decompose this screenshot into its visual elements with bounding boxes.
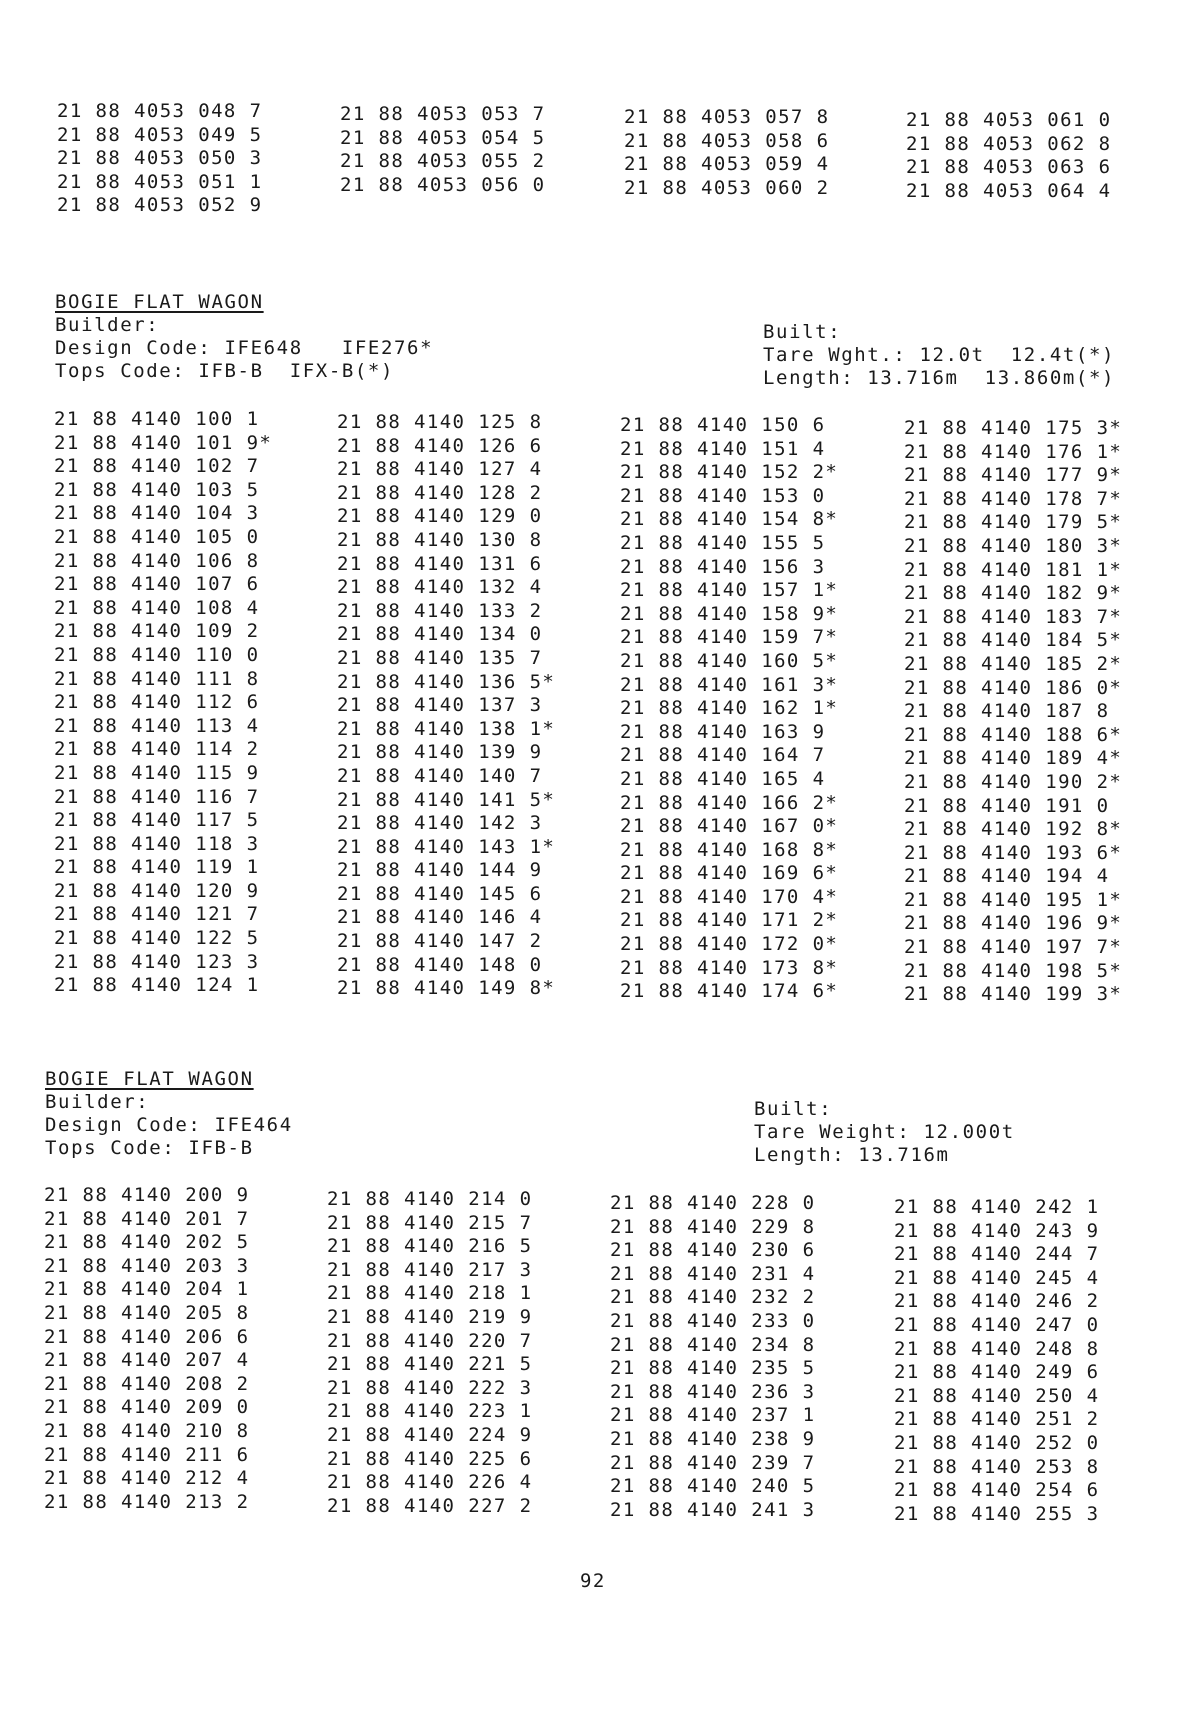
wagon-number: 21 88 4140 182 9* — [904, 582, 1123, 605]
wagon-number: 21 88 4140 107 6 — [54, 573, 260, 596]
wagon-number: 21 88 4140 112 6 — [54, 691, 260, 714]
wagon-number: 21 88 4140 239 7 — [610, 1451, 816, 1474]
wagon-number: 21 88 4140 251 2 — [894, 1408, 1100, 1431]
wagon-number: 21 88 4140 161 3* — [620, 673, 839, 696]
section-1-tare-weight: Tare Wght.: 12.0t 12.4t(*) — [763, 344, 1116, 366]
wagon-number: 21 88 4053 063 6 — [906, 156, 1112, 179]
wagon-number: 21 88 4053 057 8 — [624, 106, 830, 128]
wagon-number: 21 88 4140 110 0 — [54, 643, 260, 666]
wagon-number: 21 88 4140 159 7* — [620, 626, 839, 649]
wagon-number: 21 88 4140 246 2 — [894, 1290, 1100, 1313]
wagon-number: 21 88 4140 156 3 — [620, 555, 826, 578]
section-1-built: Built: — [763, 321, 842, 343]
wagon-number: 21 88 4140 154 8* — [620, 508, 839, 531]
wagon-number: 21 88 4140 241 3 — [610, 1498, 816, 1521]
wagon-number: 21 88 4140 249 6 — [894, 1361, 1100, 1384]
wagon-number: 21 88 4140 189 4* — [904, 747, 1123, 770]
wagon-number: 21 88 4140 253 8 — [894, 1455, 1100, 1478]
wagon-number: 21 88 4053 058 6 — [624, 129, 830, 152]
wagon-number: 21 88 4140 137 3 — [337, 694, 543, 717]
wagon-number: 21 88 4053 056 0 — [340, 173, 546, 196]
wagon-number: 21 88 4140 125 8 — [337, 411, 543, 433]
section-2-design-code: Design Code: IFE464 — [45, 1114, 293, 1136]
section-1-tops-code: Tops Code: IFB-B IFX-B(*) — [55, 360, 395, 382]
wagon-number: 21 88 4140 173 8* — [620, 956, 839, 979]
wagon-number: 21 88 4140 104 3 — [54, 502, 260, 525]
section-2-column-3 — [610, 1192, 815, 1522]
wagon-number: 21 88 4140 140 7 — [337, 764, 543, 787]
wagon-number: 21 88 4140 196 9* — [904, 912, 1123, 935]
wagon-number: 21 88 4140 143 1* — [337, 835, 556, 858]
wagon-number: 21 88 4140 219 9 — [327, 1305, 533, 1328]
wagon-number: 21 88 4140 224 9 — [327, 1423, 533, 1446]
top-list-column-4 — [906, 109, 1111, 203]
wagon-number: 21 88 4140 127 4 — [337, 458, 543, 481]
wagon-number: 21 88 4140 124 1 — [54, 974, 260, 997]
wagon-number: 21 88 4140 230 6 — [610, 1239, 816, 1262]
wagon-number: 21 88 4140 135 7 — [337, 646, 543, 669]
wagon-number: 21 88 4140 221 5 — [327, 1353, 533, 1376]
wagon-number: 21 88 4140 108 4 — [54, 596, 260, 619]
wagon-number: 21 88 4140 197 7* — [904, 936, 1123, 959]
wagon-number: 21 88 4053 049 5 — [57, 123, 263, 146]
wagon-number: 21 88 4140 208 2 — [44, 1372, 250, 1395]
wagon-number: 21 88 4140 142 3 — [337, 812, 543, 835]
wagon-number: 21 88 4140 183 7* — [904, 605, 1123, 628]
wagon-number: 21 88 4140 148 0 — [337, 953, 543, 976]
wagon-number: 21 88 4140 238 9 — [610, 1427, 816, 1450]
wagon-number: 21 88 4140 215 7 — [327, 1211, 533, 1234]
wagon-number: 21 88 4140 144 9 — [337, 859, 543, 882]
wagon-number: 21 88 4140 116 7 — [54, 785, 260, 808]
wagon-number: 21 88 4140 177 9* — [904, 464, 1123, 487]
wagon-number: 21 88 4140 240 5 — [610, 1475, 816, 1498]
wagon-number: 21 88 4140 206 6 — [44, 1325, 250, 1348]
section-1-column-2 — [337, 411, 555, 1001]
wagon-number: 21 88 4140 192 8* — [904, 818, 1123, 841]
section-2-tops-code: Tops Code: IFB-B — [45, 1137, 254, 1159]
wagon-number: 21 88 4140 214 0 — [327, 1188, 533, 1210]
wagon-number: 21 88 4140 248 8 — [894, 1337, 1100, 1360]
wagon-number: 21 88 4053 055 2 — [340, 150, 546, 173]
section-2-title: BOGIE FLAT WAGON — [45, 1068, 254, 1090]
wagon-number: 21 88 4140 179 5* — [904, 511, 1123, 534]
section-2-length: Length: 13.716m — [754, 1144, 950, 1166]
wagon-number: 21 88 4140 133 2 — [337, 599, 543, 622]
section-1-title: BOGIE FLAT WAGON — [55, 291, 264, 313]
wagon-number: 21 88 4140 118 3 — [54, 832, 260, 855]
wagon-number: 21 88 4140 243 9 — [894, 1219, 1100, 1242]
wagon-number: 21 88 4140 235 5 — [610, 1357, 816, 1380]
wagon-number: 21 88 4140 113 4 — [54, 714, 260, 737]
wagon-number: 21 88 4140 222 3 — [327, 1376, 533, 1399]
wagon-number: 21 88 4140 210 8 — [44, 1419, 250, 1442]
wagon-number: 21 88 4140 128 2 — [337, 481, 543, 504]
wagon-number: 21 88 4140 146 4 — [337, 906, 543, 929]
wagon-number: 21 88 4053 051 1 — [57, 170, 263, 193]
wagon-number: 21 88 4140 106 8 — [54, 549, 260, 572]
wagon-number: 21 88 4140 232 2 — [610, 1286, 816, 1309]
wagon-number: 21 88 4140 169 6* — [620, 862, 839, 885]
wagon-number: 21 88 4140 162 1* — [620, 697, 839, 720]
wagon-number: 21 88 4140 217 3 — [327, 1258, 533, 1281]
wagon-number: 21 88 4053 052 9 — [57, 194, 263, 217]
wagon-number: 21 88 4140 136 5* — [337, 670, 556, 693]
wagon-number: 21 88 4140 111 8 — [54, 667, 260, 690]
wagon-number: 21 88 4140 175 3* — [904, 417, 1123, 439]
wagon-number: 21 88 4140 150 6 — [620, 414, 826, 436]
wagon-number: 21 88 4140 229 8 — [610, 1215, 816, 1238]
wagon-number: 21 88 4140 174 6* — [620, 980, 839, 1003]
wagon-number: 21 88 4140 109 2 — [54, 620, 260, 643]
wagon-number: 21 88 4053 050 3 — [57, 147, 263, 170]
wagon-number: 21 88 4140 228 0 — [610, 1192, 816, 1214]
wagon-number: 21 88 4140 129 0 — [337, 505, 543, 528]
wagon-number: 21 88 4140 126 6 — [337, 434, 543, 457]
wagon-number: 21 88 4140 180 3* — [904, 534, 1123, 557]
wagon-number: 21 88 4140 184 5* — [904, 629, 1123, 652]
wagon-number: 21 88 4140 114 2 — [54, 738, 260, 761]
wagon-number: 21 88 4140 131 6 — [337, 552, 543, 575]
wagon-number: 21 88 4140 247 0 — [894, 1313, 1100, 1336]
section-1-design-code: Design Code: IFE648 IFE276* — [55, 337, 434, 359]
wagon-number: 21 88 4140 236 3 — [610, 1380, 816, 1403]
wagon-number: 21 88 4140 122 5 — [54, 927, 260, 950]
wagon-number: 21 88 4140 149 8* — [337, 977, 556, 1000]
section-1-column-1 — [54, 408, 272, 998]
section-1-column-4 — [904, 417, 1122, 1007]
wagon-number: 21 88 4053 059 4 — [624, 153, 830, 176]
wagon-number: 21 88 4140 141 5* — [337, 788, 556, 811]
wagon-number: 21 88 4140 138 1* — [337, 717, 556, 740]
wagon-number: 21 88 4140 204 1 — [44, 1278, 250, 1301]
wagon-number: 21 88 4140 198 5* — [904, 959, 1123, 982]
wagon-number: 21 88 4140 200 9 — [44, 1184, 250, 1206]
wagon-number: 21 88 4140 147 2 — [337, 930, 543, 953]
wagon-number: 21 88 4140 119 1 — [54, 856, 260, 879]
wagon-number: 21 88 4140 139 9 — [337, 741, 543, 764]
wagon-number: 21 88 4140 151 4 — [620, 437, 826, 460]
wagon-number: 21 88 4140 172 0* — [620, 933, 839, 956]
wagon-number: 21 88 4140 164 7 — [620, 744, 826, 767]
wagon-number: 21 88 4140 171 2* — [620, 909, 839, 932]
wagon-number: 21 88 4140 186 0* — [904, 676, 1123, 699]
top-list-column-1 — [57, 100, 262, 218]
wagon-number: 21 88 4140 167 0* — [620, 815, 839, 838]
wagon-number: 21 88 4140 234 8 — [610, 1333, 816, 1356]
wagon-number: 21 88 4140 134 0 — [337, 623, 543, 646]
wagon-number: 21 88 4140 216 5 — [327, 1235, 533, 1258]
wagon-number: 21 88 4140 233 0 — [610, 1309, 816, 1332]
top-list-column-3 — [624, 106, 829, 200]
wagon-number: 21 88 4053 064 4 — [906, 179, 1112, 202]
wagon-number: 21 88 4140 176 1* — [904, 440, 1123, 463]
wagon-number: 21 88 4140 255 3 — [894, 1502, 1100, 1525]
wagon-number: 21 88 4140 101 9* — [54, 431, 273, 454]
wagon-number: 21 88 4140 245 4 — [894, 1266, 1100, 1289]
wagon-number: 21 88 4140 190 2* — [904, 770, 1123, 793]
wagon-number: 21 88 4140 160 5* — [620, 649, 839, 672]
wagon-number: 21 88 4140 226 4 — [327, 1471, 533, 1494]
section-2-built: Built: — [754, 1098, 833, 1120]
section-1-column-3 — [620, 414, 838, 1004]
section-2-column-1 — [44, 1184, 249, 1514]
wagon-number: 21 88 4140 203 3 — [44, 1254, 250, 1277]
wagon-number: 21 88 4140 187 8 — [904, 700, 1110, 723]
section-1-length: Length: 13.716m 13.860m(*) — [763, 367, 1116, 389]
wagon-number: 21 88 4140 130 8 — [337, 528, 543, 551]
wagon-number: 21 88 4140 163 9 — [620, 720, 826, 743]
wagon-number: 21 88 4140 185 2* — [904, 652, 1123, 675]
wagon-number: 21 88 4053 053 7 — [340, 103, 546, 125]
wagon-number: 21 88 4140 218 1 — [327, 1282, 533, 1305]
wagon-number: 21 88 4053 060 2 — [624, 176, 830, 199]
wagon-number: 21 88 4140 201 7 — [44, 1207, 250, 1230]
wagon-number: 21 88 4140 153 0 — [620, 484, 826, 507]
wagon-number: 21 88 4140 207 4 — [44, 1349, 250, 1372]
wagon-number: 21 88 4053 062 8 — [906, 132, 1112, 155]
wagon-number: 21 88 4053 048 7 — [57, 100, 263, 122]
wagon-number: 21 88 4140 158 9* — [620, 602, 839, 625]
wagon-number: 21 88 4140 102 7 — [54, 455, 260, 478]
wagon-number: 21 88 4140 100 1 — [54, 408, 260, 430]
wagon-number: 21 88 4140 117 5 — [54, 809, 260, 832]
wagon-number: 21 88 4140 105 0 — [54, 525, 260, 548]
wagon-number: 21 88 4053 054 5 — [340, 126, 546, 149]
wagon-number: 21 88 4140 132 4 — [337, 576, 543, 599]
wagon-number: 21 88 4140 199 3* — [904, 983, 1123, 1006]
page-number: 92 — [580, 1570, 606, 1592]
wagon-number: 21 88 4140 188 6* — [904, 723, 1123, 746]
wagon-number: 21 88 4140 254 6 — [894, 1479, 1100, 1502]
wagon-number: 21 88 4140 168 8* — [620, 838, 839, 861]
section-1-builder: Builder: — [55, 314, 160, 336]
wagon-number: 21 88 4140 223 1 — [327, 1400, 533, 1423]
wagon-number: 21 88 4140 250 4 — [894, 1384, 1100, 1407]
top-list-column-2 — [340, 103, 545, 197]
wagon-number: 21 88 4140 120 9 — [54, 879, 260, 902]
section-2-column-2 — [327, 1188, 532, 1518]
wagon-number: 21 88 4140 211 6 — [44, 1443, 250, 1466]
wagon-number: 21 88 4140 202 5 — [44, 1231, 250, 1254]
wagon-number: 21 88 4140 244 7 — [894, 1243, 1100, 1266]
wagon-number: 21 88 4140 191 0 — [904, 794, 1110, 817]
wagon-number: 21 88 4140 103 5 — [54, 478, 260, 501]
wagon-number: 21 88 4140 178 7* — [904, 487, 1123, 510]
wagon-number: 21 88 4140 209 0 — [44, 1396, 250, 1419]
wagon-number: 21 88 4140 121 7 — [54, 903, 260, 926]
wagon-number: 21 88 4140 170 4* — [620, 885, 839, 908]
wagon-number: 21 88 4140 242 1 — [894, 1196, 1100, 1218]
wagon-number: 21 88 4140 155 5 — [620, 531, 826, 554]
wagon-number: 21 88 4140 193 6* — [904, 841, 1123, 864]
wagon-number: 21 88 4140 115 9 — [54, 761, 260, 784]
wagon-number: 21 88 4140 213 2 — [44, 1490, 250, 1513]
wagon-number: 21 88 4140 166 2* — [620, 791, 839, 814]
wagon-number: 21 88 4140 205 8 — [44, 1301, 250, 1324]
wagon-number: 21 88 4140 145 6 — [337, 882, 543, 905]
wagon-number: 21 88 4140 195 1* — [904, 888, 1123, 911]
wagon-number: 21 88 4140 237 1 — [610, 1404, 816, 1427]
wagon-number: 21 88 4140 157 1* — [620, 579, 839, 602]
wagon-number: 21 88 4140 212 4 — [44, 1467, 250, 1490]
wagon-number: 21 88 4140 152 2* — [620, 461, 839, 484]
wagon-number: 21 88 4140 194 4 — [904, 865, 1110, 888]
wagon-number: 21 88 4140 225 6 — [327, 1447, 533, 1470]
section-2-tare-weight: Tare Weight: 12.000t — [754, 1121, 1015, 1143]
wagon-number: 21 88 4140 123 3 — [54, 950, 260, 973]
wagon-number: 21 88 4140 231 4 — [610, 1262, 816, 1285]
wagon-number: 21 88 4140 220 7 — [327, 1329, 533, 1352]
wagon-number: 21 88 4140 181 1* — [904, 558, 1123, 581]
section-2-column-4 — [894, 1196, 1099, 1526]
wagon-number: 21 88 4140 165 4 — [620, 767, 826, 790]
wagon-number: 21 88 4140 227 2 — [327, 1494, 533, 1517]
section-2-builder: Builder: — [45, 1091, 150, 1113]
wagon-number: 21 88 4140 252 0 — [894, 1431, 1100, 1454]
wagon-number: 21 88 4053 061 0 — [906, 109, 1112, 131]
